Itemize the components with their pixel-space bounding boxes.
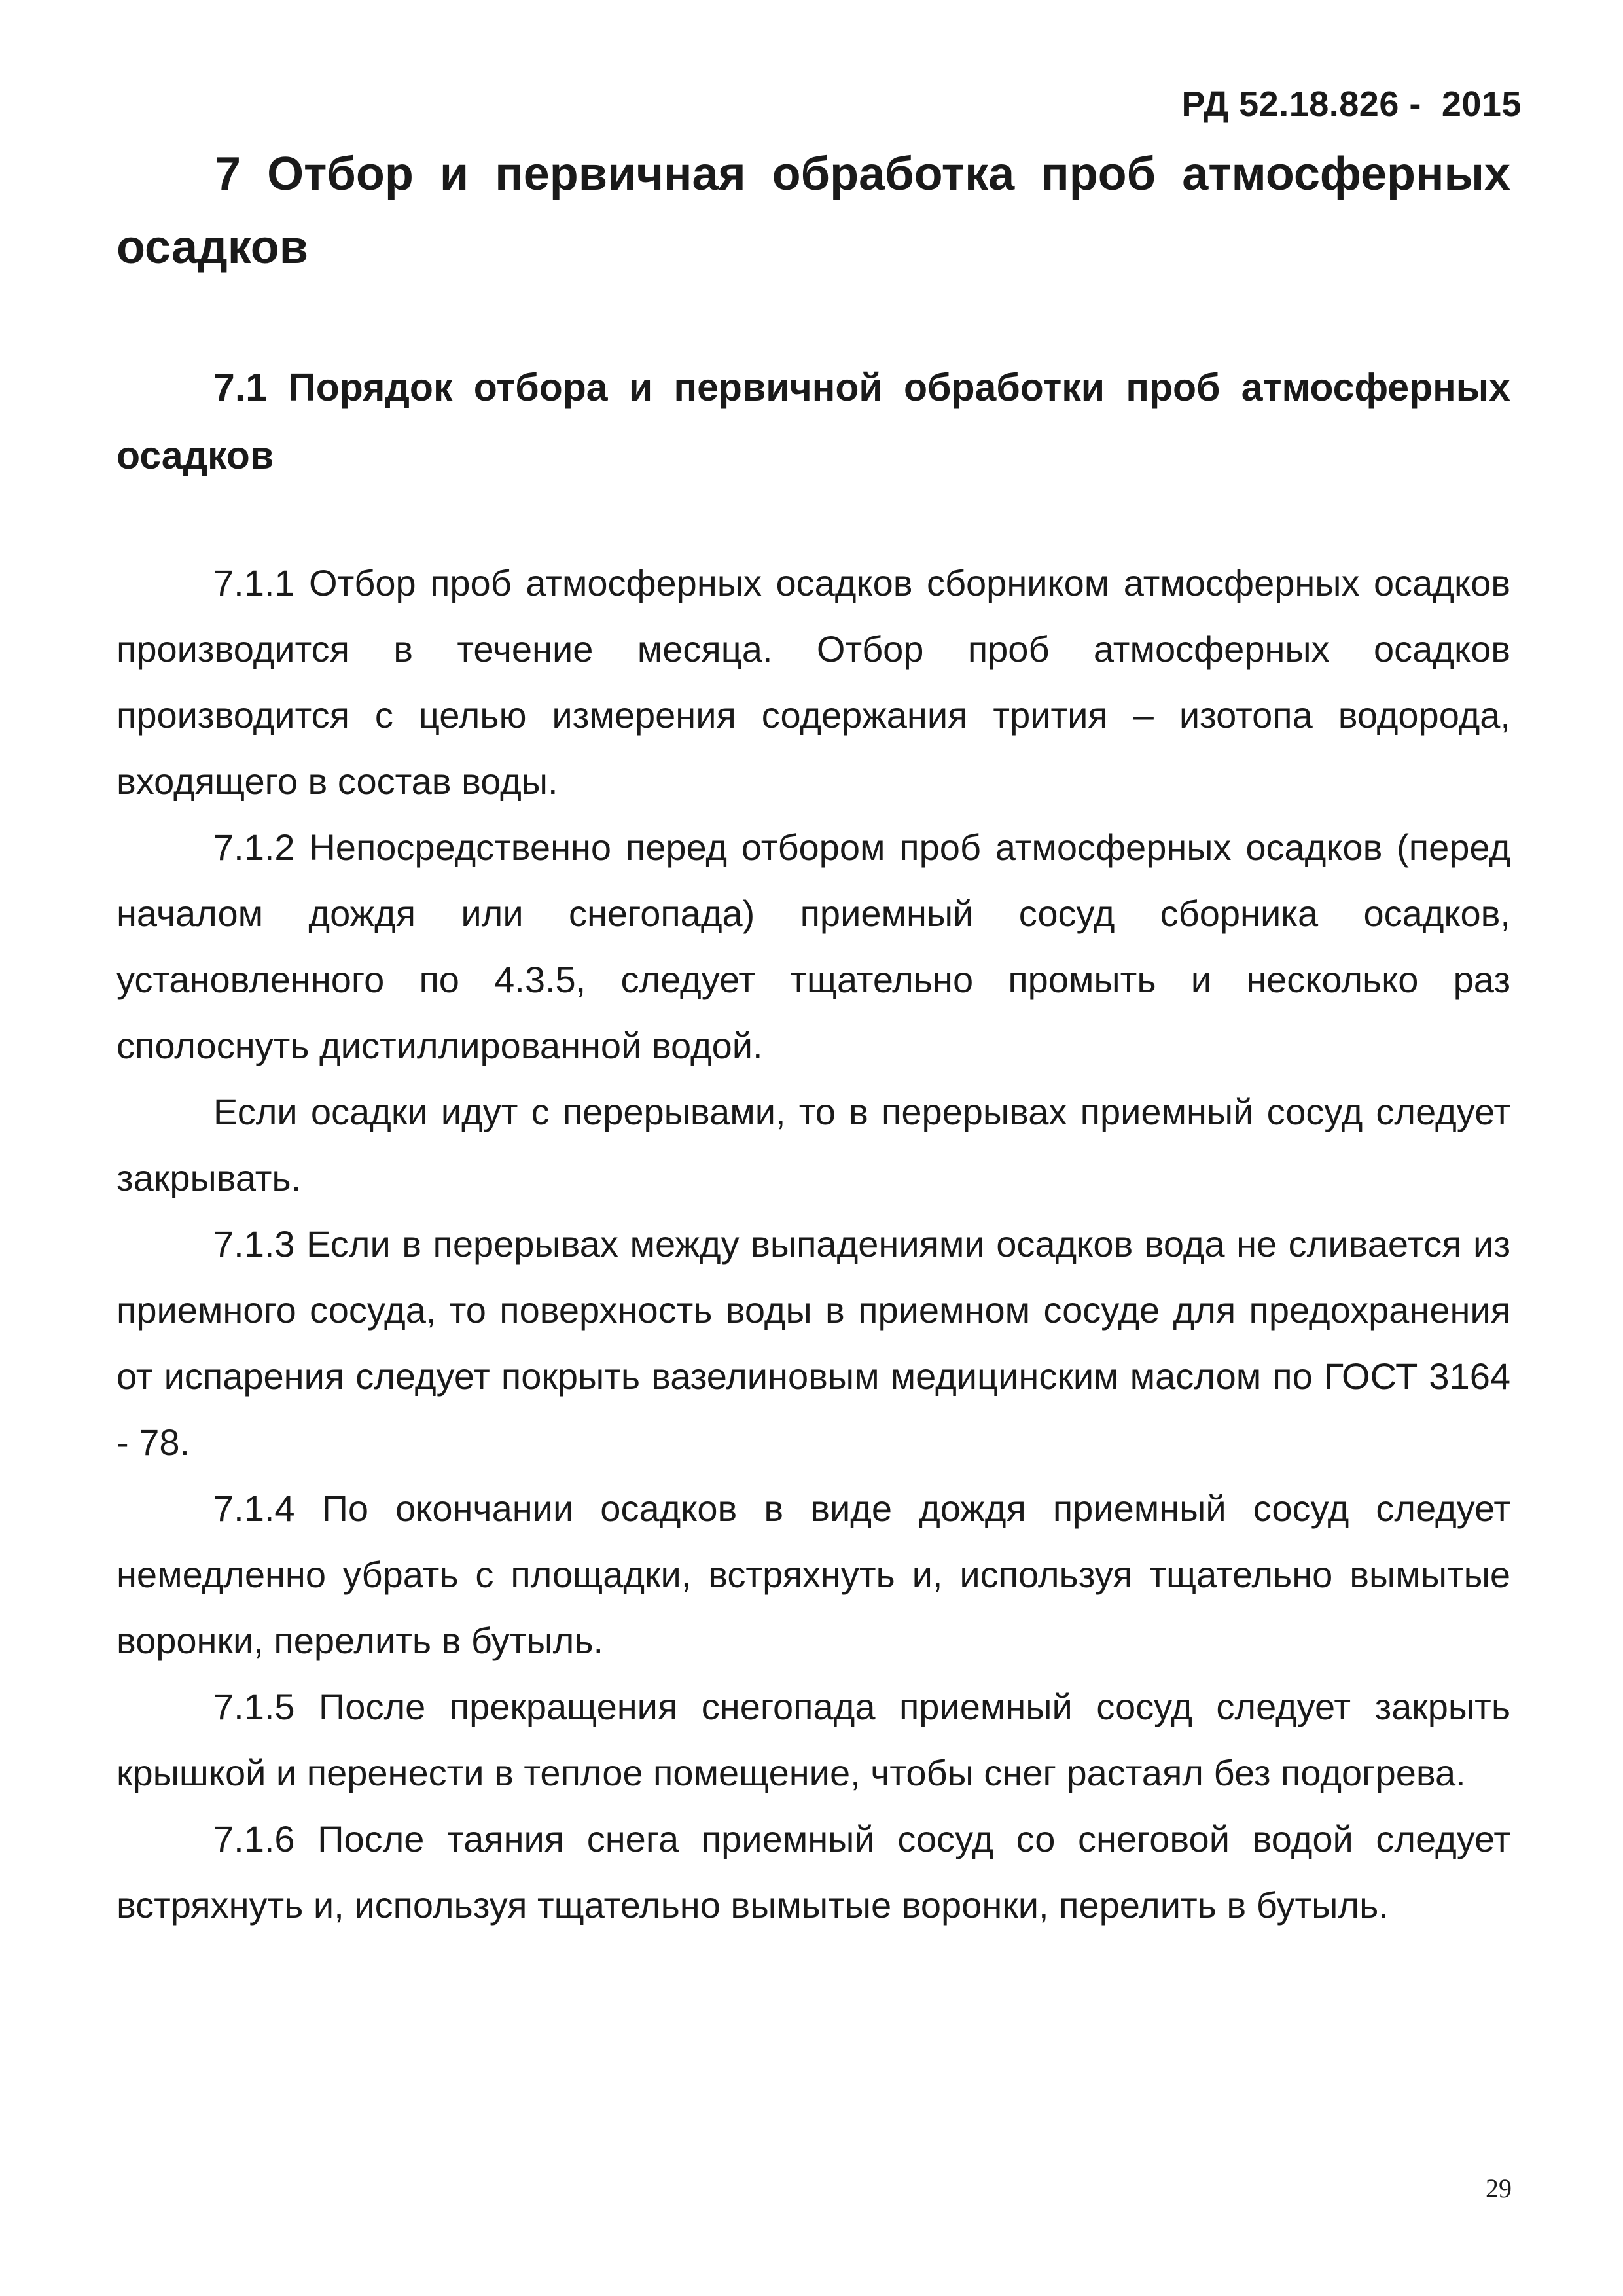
paragraph-7-1-3: 7.1.3 Если в перерывах между выпадениями осадков вода не сливается из приемного сосуда, то поверхность воды в приемном сосуде для предохранения от испарения следует покрыть вазелиновым медицинским маслом по ГОСТ 3164 - 78. bbox=[116, 1223, 1510, 1463]
document-code-header: РД 52.18.826 - 2015 bbox=[1181, 84, 1522, 124]
paragraph-7-1-6: 7.1.6 После таяния снега приемный сосуд со снеговой водой следует встряхнуть и, используя тщательно вымытые воронки, перелить в бутыль. bbox=[116, 1818, 1510, 1926]
paragraph-intermittent-precipitation: Если осадки идут с перерывами, то в перерывах приемный сосуд следует закрывать. bbox=[116, 1091, 1510, 1198]
subsection-title: 7.1 Порядок отбора и первичной обработки проб атмосферных осадков bbox=[116, 366, 1510, 477]
paragraph-7-1-4: 7.1.4 По окончании осадков в виде дождя приемный сосуд следует немедленно убрать с площадки, встряхнуть и, используя тщательно вымытые воронки, перелить в бутыль. bbox=[116, 1488, 1510, 1661]
page-number: 29 bbox=[1486, 2174, 1512, 2203]
paragraph-7-1-1: 7.1.1 Отбор проб атмосферных осадков сборником атмосферных осадков производится в течение месяца. Отбор проб атмосферных осадков производится с целью измерения содержания трития – изотопа водорода, входящего в состав воды. bbox=[116, 562, 1510, 802]
paragraph-7-1-2: 7.1.2 Непосредственно перед отбором проб атмосферных осадков (перед началом дождя или снегопада) приемный сосуд сборника осадков, установленного по 4.3.5, следует тщательно промыть и несколько раз сполоснуть дистиллированной водой. bbox=[116, 827, 1510, 1066]
section-title: 7 Отбор и первичная обработка проб атмосферных осадков bbox=[116, 148, 1510, 274]
body-text bbox=[116, 550, 1510, 1938]
paragraph-7-1-5: 7.1.5 После прекращения снегопада приемный сосуд следует закрыть крышкой и перенести в теплое помещение, чтобы снег растаял без подогрева. bbox=[116, 1686, 1510, 1793]
